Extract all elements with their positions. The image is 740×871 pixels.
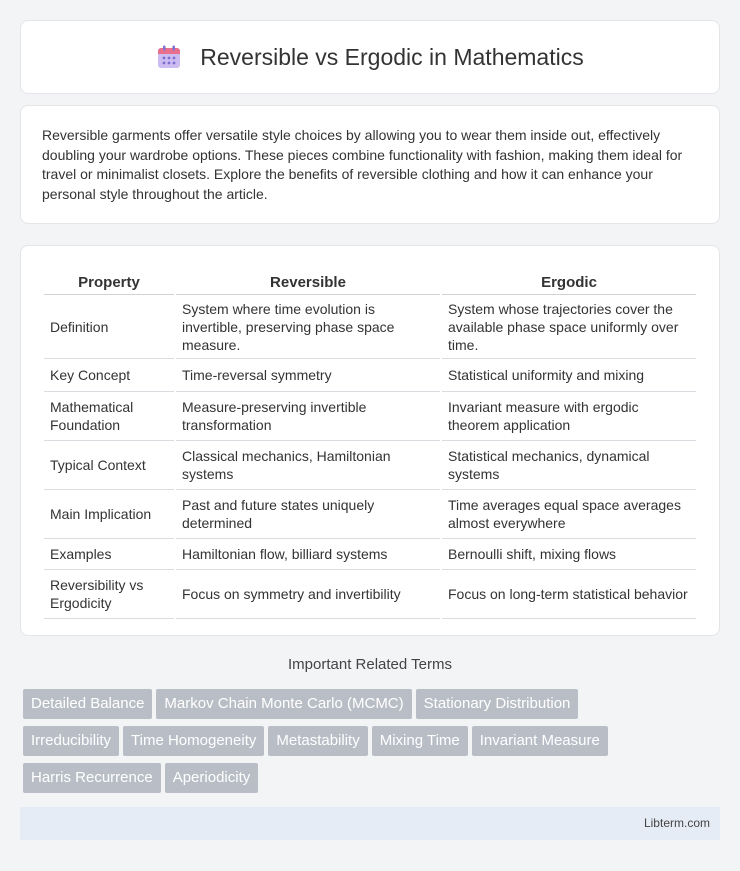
tag-aperiodicity[interactable]: Aperiodicity — [165, 763, 259, 793]
table-cell: System where time evolution is invertible, preserving phase space measure. — [176, 295, 440, 359]
table-row — [44, 392, 696, 441]
tag-mixing-time[interactable]: Mixing Time — [372, 726, 468, 756]
table-cell: Reversibility vs Ergodicity — [44, 570, 174, 619]
table-cell: Mathematical Foundation — [44, 392, 174, 441]
column-header-property: Property — [44, 265, 174, 295]
table-cell: Examples — [44, 539, 174, 570]
footer — [20, 807, 720, 840]
table-cell: Statistical mechanics, dynamical systems — [442, 441, 696, 490]
tag-time-homogeneity[interactable]: Time Homogeneity — [123, 726, 264, 756]
tag-invariant-measure[interactable]: Invariant Measure — [472, 726, 608, 756]
comparison-table-card — [20, 245, 720, 636]
comparison-table — [42, 265, 698, 619]
table-cell: Invariant measure with ergodic theorem application — [442, 392, 696, 441]
table-cell: System whose trajectories cover the available phase space uniformly over time. — [442, 295, 696, 359]
calendar-grid-icon — [156, 44, 182, 70]
page-title: Reversible vs Ergodic in Mathematics — [200, 43, 584, 70]
footer-site-link[interactable]: Libterm.com — [643, 816, 710, 830]
table-cell: Typical Context — [44, 441, 174, 490]
table-row — [44, 570, 696, 619]
related-terms-title: Important Related Terms — [288, 656, 452, 673]
tag-mcmc[interactable]: Markov Chain Monte Carlo (MCMC) — [156, 689, 411, 719]
table-cell: Focus on long-term statistical behavior — [442, 570, 696, 619]
column-header-ergodic: Ergodic — [442, 265, 696, 295]
table-cell: Measure-preserving invertible transformation — [176, 392, 440, 441]
table-cell: Statistical uniformity and mixing — [442, 359, 696, 392]
tag-harris-recurrence[interactable]: Harris Recurrence — [23, 763, 161, 793]
table-row — [44, 359, 696, 392]
table-cell: Main Implication — [44, 490, 174, 539]
table-row — [44, 539, 696, 570]
table-cell: Bernoulli shift, mixing flows — [442, 539, 696, 570]
tag-stationary-distribution[interactable]: Stationary Distribution — [416, 689, 579, 719]
column-header-reversible: Reversible — [176, 265, 440, 295]
tag-metastability[interactable]: Metastability — [268, 726, 367, 756]
tag-irreducibility[interactable]: Irreducibility — [23, 726, 119, 756]
table-cell: Past and future states uniquely determined — [176, 490, 440, 539]
table-cell: Key Concept — [44, 359, 174, 392]
table-row — [44, 295, 696, 359]
table-header-row — [44, 265, 696, 295]
tag-detailed-balance[interactable]: Detailed Balance — [23, 689, 152, 719]
table-cell: Time-reversal symmetry — [176, 359, 440, 392]
table-cell: Hamiltonian flow, billiard systems — [176, 539, 440, 570]
table-cell: Focus on symmetry and invertibility — [176, 570, 440, 619]
table-cell: Classical mechanics, Hamiltonian systems — [176, 441, 440, 490]
table-row — [44, 441, 696, 490]
table-cell: Time averages equal space averages almost everywhere — [442, 490, 696, 539]
intro-card — [20, 105, 720, 224]
table-row — [44, 490, 696, 539]
intro-text: Reversible garments offer versatile style choices by allowing you to wear them inside out, effectively doubling your wardrobe options. These pieces combine functionality with fashion, making them ideal for travel or minimalist closets. Explore the benefits of reversible clothing and how it can enhance your personal style throughout the article. — [42, 127, 683, 202]
title-wrap — [156, 44, 583, 71]
header-card — [20, 20, 720, 94]
related-terms-tags — [23, 689, 723, 800]
table-cell: Definition — [44, 295, 174, 359]
